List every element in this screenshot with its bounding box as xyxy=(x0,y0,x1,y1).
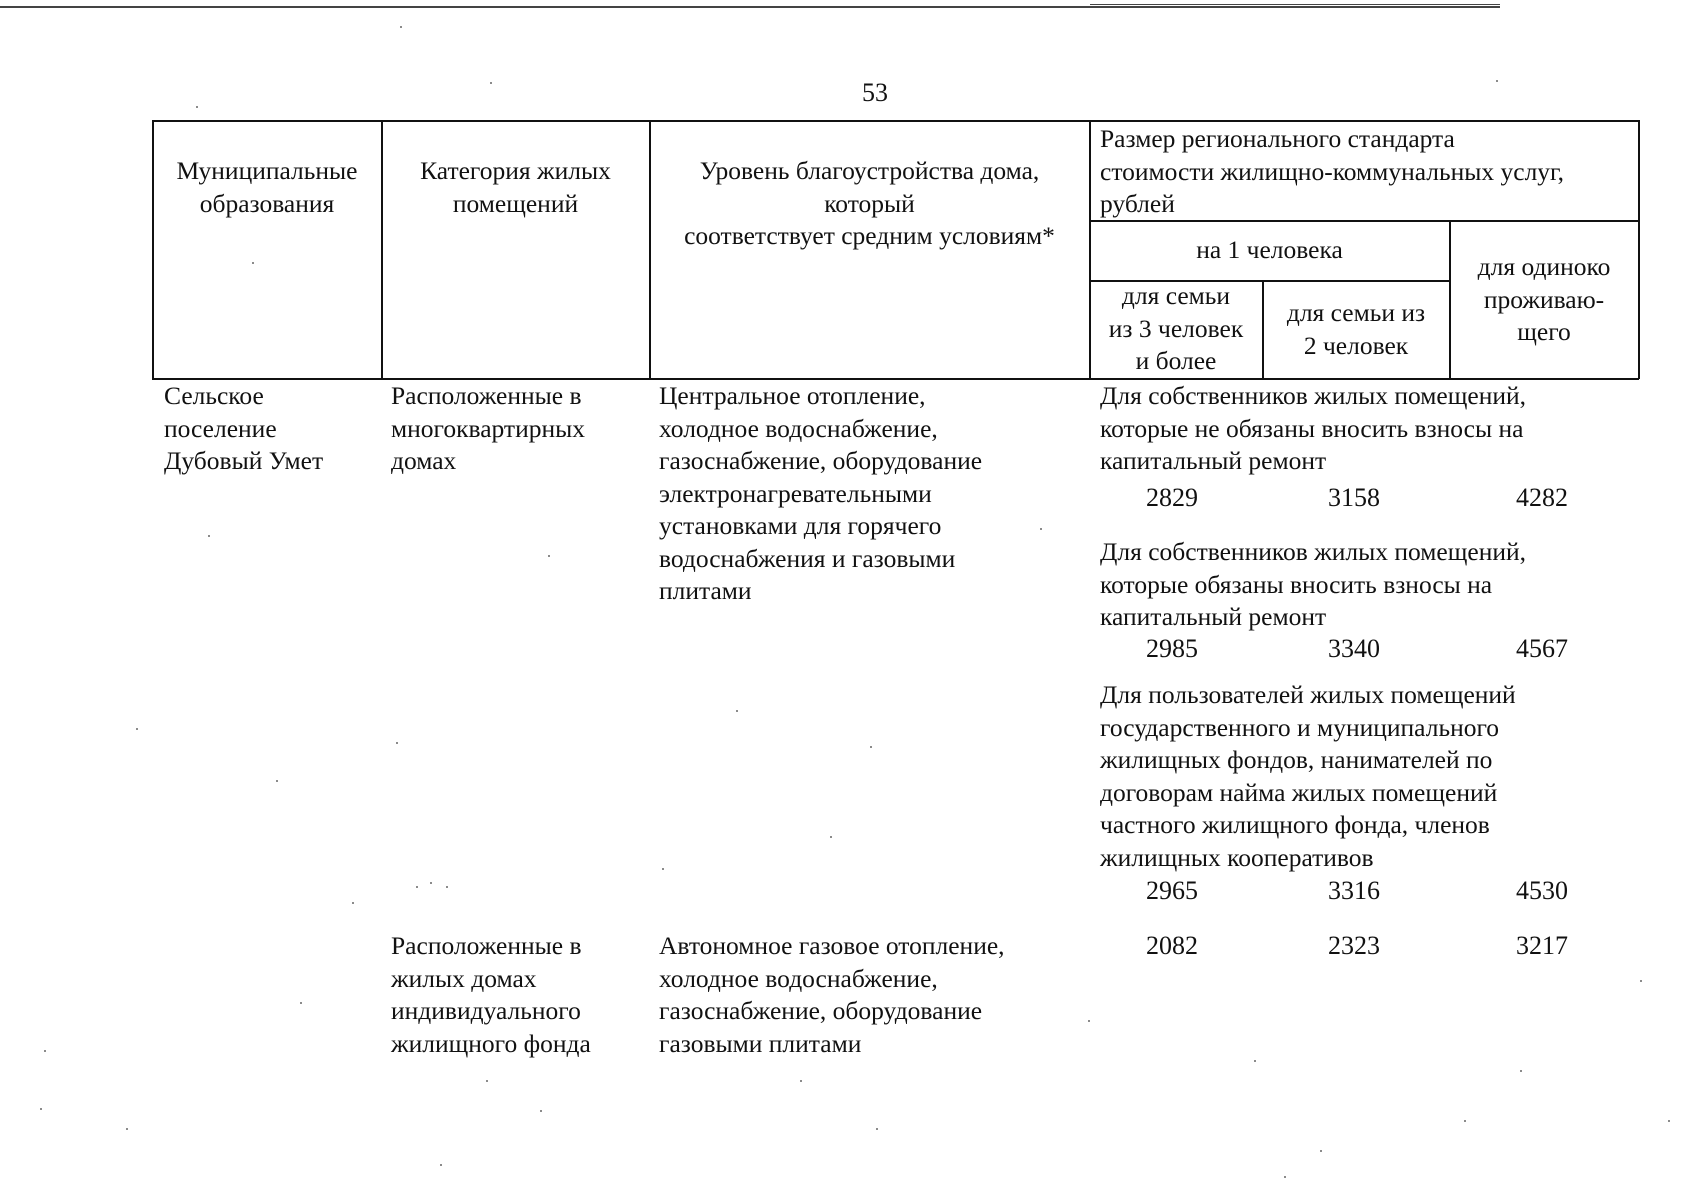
group-b-label: Для собственников жилых помещений, которые обязаны вносить взносы на капитальный ремонт xyxy=(1100,537,1527,631)
page-number: 53 xyxy=(862,78,888,107)
header-municipalities: Муниципальные образования xyxy=(176,156,358,218)
group-c-family-2-value: 3316 xyxy=(1328,876,1380,905)
header-family-3: для семьи из 3 человек и более xyxy=(1108,281,1244,375)
group-a-label: Для собственников жилых помещений, которые не обязаны вносить взносы на капитальный ремонт xyxy=(1100,381,1527,475)
header-family-2: для семьи из 2 человек xyxy=(1286,298,1426,360)
group-c-single-value: 4530 xyxy=(1516,876,1568,905)
header-border-right xyxy=(1638,120,1640,379)
scan-top-line xyxy=(0,6,1500,8)
amenity-level-2: Автономное газовое отопление, холодное водоснабжение, газоснабжение, оборудование газовыми плитами xyxy=(659,931,1005,1058)
header-amenity-level: Уровень благоустройства дома, который соответствует средним условиям* xyxy=(684,156,1055,250)
group-b-single-value: 4567 xyxy=(1516,634,1568,663)
header-category: Категория жилых помещений xyxy=(420,156,611,218)
amenity-level-1: Центральное отопление, холодное водоснабжение, газоснабжение, оборудование электронагревательными установками для горячего водоснабжения и газовыми плитами xyxy=(659,381,983,605)
row2-single-value: 3217 xyxy=(1516,931,1568,960)
group-c-label: Для пользователей жилых помещений государственного и муниципального жилищных фондов, нанимателей по договорам найма жилых помещений частного жилищного фонда, членов жилищных кооперативов xyxy=(1100,680,1516,872)
category-apartment-buildings: Расположенные в многоквартирных домах xyxy=(391,381,586,475)
header-standard-size: Размер регионального стандарта стоимости жилищно-коммунальных услуг, рублей xyxy=(1100,124,1565,218)
group-b-family-2-value: 3340 xyxy=(1328,634,1380,663)
municipality-name: Сельское поселение Дубовый Умет xyxy=(164,381,324,475)
header-top-border xyxy=(152,120,1639,122)
row2-family-3-value: 2082 xyxy=(1146,931,1198,960)
row2-family-2-value: 2323 xyxy=(1328,931,1380,960)
group-a-single-value: 4282 xyxy=(1516,483,1568,512)
group-c-family-3-value: 2965 xyxy=(1146,876,1198,905)
category-individual-houses: Расположенные в жилых домах индивидуального жилищного фонда xyxy=(391,931,591,1058)
header-per-person: на 1 человека xyxy=(1196,235,1343,264)
header-single: для одиноко проживаю- щего xyxy=(1477,252,1611,346)
group-b-family-3-value: 2985 xyxy=(1146,634,1198,663)
scan-top-line-2 xyxy=(1090,4,1500,5)
group-a-family-2-value: 3158 xyxy=(1328,483,1380,512)
group-a-family-3-value: 2829 xyxy=(1146,483,1198,512)
